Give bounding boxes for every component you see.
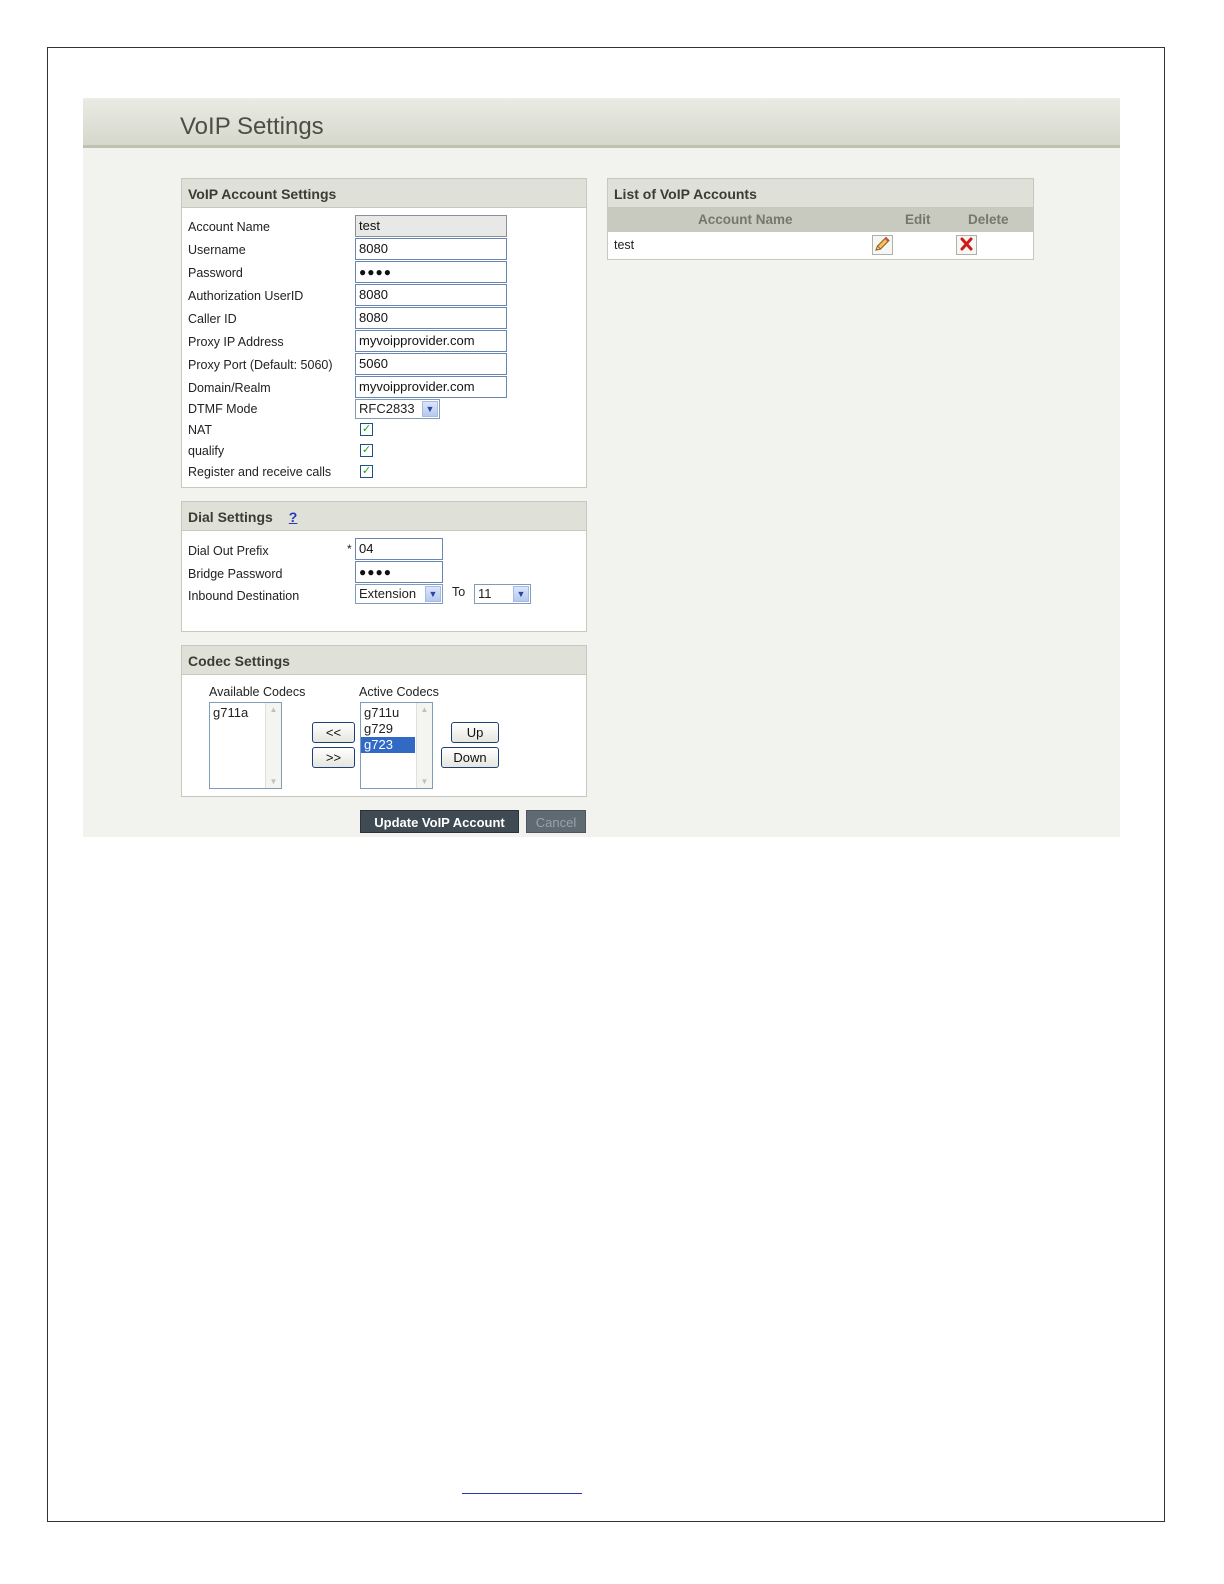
codec-option[interactable]: g711u bbox=[364, 705, 400, 720]
scrollbar[interactable] bbox=[265, 703, 281, 788]
active-codecs-label: Active Codecs bbox=[359, 685, 439, 699]
red-x-icon bbox=[959, 236, 974, 252]
column-header-edit: Edit bbox=[905, 212, 931, 227]
scroll-up-icon: ▲ bbox=[420, 705, 429, 714]
proxy-ip-field[interactable]: myvoipprovider.com bbox=[355, 330, 507, 352]
account-name-field: test bbox=[355, 215, 507, 237]
chevron-down-icon: ▼ bbox=[422, 401, 438, 417]
auth-userid-field[interactable]: 8080 bbox=[355, 284, 507, 306]
edit-account-button[interactable] bbox=[872, 235, 893, 255]
column-header-delete: Delete bbox=[968, 212, 1009, 227]
dtmf-mode-value: RFC2833 bbox=[359, 401, 415, 416]
auth-userid-label: Authorization UserID bbox=[188, 289, 304, 303]
update-account-button[interactable]: Update VoIP Account bbox=[360, 810, 519, 833]
dial-settings-heading bbox=[182, 502, 586, 531]
footer-link-underline bbox=[462, 1493, 582, 1494]
move-up-button[interactable]: Up bbox=[451, 722, 499, 743]
page-title: VoIP Settings bbox=[180, 113, 324, 140]
inbound-extension-select[interactable] bbox=[474, 584, 531, 604]
accounts-list-heading: List of VoIP Accounts bbox=[608, 179, 1033, 208]
proxy-port-label: Proxy Port (Default: 5060) bbox=[188, 358, 333, 372]
chevron-down-icon: ▼ bbox=[425, 586, 441, 602]
codec-option[interactable]: g729 bbox=[364, 721, 393, 736]
codec-option[interactable]: g711a bbox=[213, 705, 249, 720]
title-bar bbox=[83, 98, 1120, 148]
dial-settings-title: Dial Settings bbox=[188, 509, 273, 525]
codec-option-selected[interactable]: g723 bbox=[361, 737, 415, 753]
accounts-list-panel bbox=[607, 178, 1034, 260]
proxy-port-field[interactable]: 5060 bbox=[355, 353, 507, 375]
nat-label: NAT bbox=[188, 423, 213, 437]
domain-realm-field[interactable]: myvoipprovider.com bbox=[355, 376, 507, 398]
check-icon: ✓ bbox=[361, 423, 372, 435]
cancel-button[interactable]: Cancel bbox=[526, 810, 586, 833]
voip-settings-app bbox=[83, 98, 1120, 837]
account-name-cell: test bbox=[614, 238, 635, 252]
to-label: To bbox=[452, 585, 466, 599]
required-mark: * bbox=[347, 542, 352, 556]
nat-checkbox[interactable] bbox=[360, 423, 373, 436]
password-label: Password bbox=[188, 266, 243, 280]
bridge-password-field[interactable]: ●●●● bbox=[355, 561, 443, 583]
accounts-table-header bbox=[608, 208, 1033, 232]
dial-settings-panel bbox=[181, 501, 587, 632]
scroll-up-icon: ▲ bbox=[269, 705, 278, 714]
check-icon: ✓ bbox=[361, 444, 372, 456]
account-settings-heading: VoIP Account Settings bbox=[182, 179, 586, 208]
caller-id-field[interactable]: 8080 bbox=[355, 307, 507, 329]
column-header-account-name: Account Name bbox=[698, 212, 793, 227]
check-icon: ✓ bbox=[361, 465, 372, 477]
domain-realm-label: Domain/Realm bbox=[188, 381, 271, 395]
available-codecs-list[interactable] bbox=[209, 702, 282, 789]
scrollbar[interactable] bbox=[416, 703, 432, 788]
inbound-destination-value: Extension bbox=[359, 586, 417, 601]
qualify-checkbox[interactable] bbox=[360, 444, 373, 457]
dtmf-mode-select[interactable] bbox=[355, 399, 440, 419]
move-to-active-button[interactable]: << bbox=[312, 722, 355, 743]
scroll-down-icon: ▼ bbox=[269, 777, 278, 786]
delete-account-button[interactable] bbox=[956, 235, 977, 255]
dial-settings-help-link[interactable]: ? bbox=[288, 509, 298, 525]
caller-id-label: Caller ID bbox=[188, 312, 237, 326]
available-codecs-label: Available Codecs bbox=[209, 685, 306, 699]
dial-out-prefix-field[interactable]: 04 bbox=[355, 538, 443, 560]
codec-settings-panel bbox=[181, 645, 587, 797]
inbound-destination-select[interactable] bbox=[355, 584, 443, 604]
active-codecs-list[interactable] bbox=[360, 702, 433, 789]
bridge-password-label: Bridge Password bbox=[188, 567, 283, 581]
qualify-label: qualify bbox=[188, 444, 225, 458]
scroll-down-icon: ▼ bbox=[420, 777, 429, 786]
move-down-button[interactable]: Down bbox=[441, 747, 499, 768]
dial-out-prefix-label: Dial Out Prefix bbox=[188, 544, 269, 558]
inbound-destination-label: Inbound Destination bbox=[188, 589, 300, 603]
register-checkbox[interactable] bbox=[360, 465, 373, 478]
chevron-down-icon: ▼ bbox=[513, 586, 529, 602]
register-label: Register and receive calls bbox=[188, 465, 332, 479]
password-field[interactable]: ●●●● bbox=[355, 261, 507, 283]
pencil-icon bbox=[874, 236, 891, 252]
account-name-label: Account Name bbox=[188, 220, 270, 234]
dtmf-mode-label: DTMF Mode bbox=[188, 402, 258, 416]
username-field[interactable]: 8080 bbox=[355, 238, 507, 260]
proxy-ip-label: Proxy IP Address bbox=[188, 335, 284, 349]
move-to-available-button[interactable]: >> bbox=[312, 747, 355, 768]
inbound-extension-value: 11 bbox=[478, 586, 492, 601]
username-label: Username bbox=[188, 243, 246, 257]
account-settings-panel bbox=[181, 178, 587, 488]
codec-settings-heading: Codec Settings bbox=[182, 646, 586, 675]
table-row bbox=[608, 232, 1033, 259]
